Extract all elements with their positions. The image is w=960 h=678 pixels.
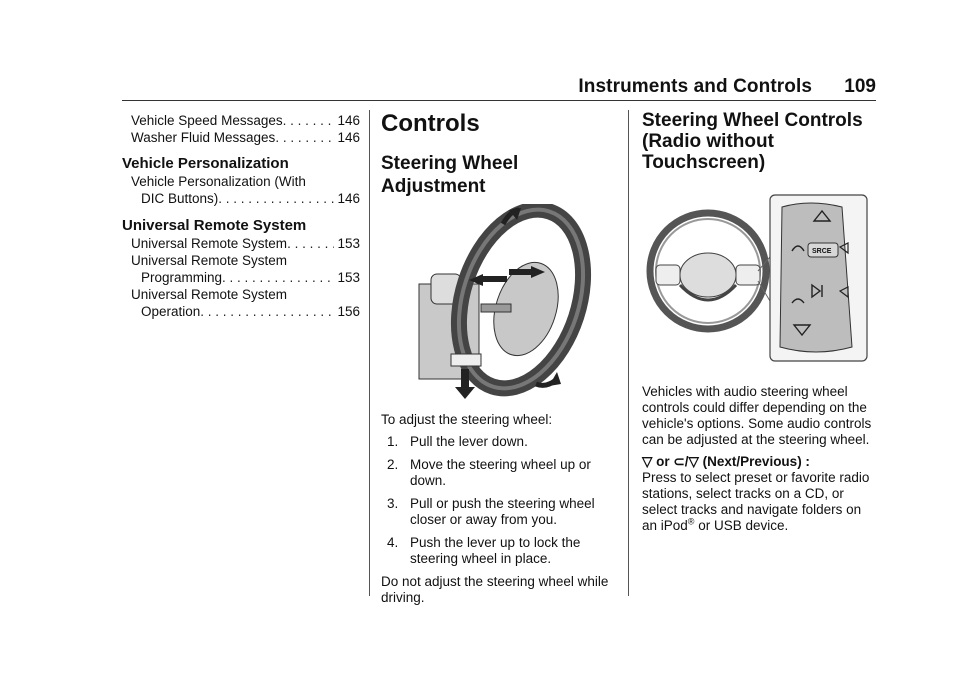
warning-text: Do not adjust the steering wheel while driving.	[381, 574, 609, 605]
toc-item[interactable]: Universal Remote System	[131, 287, 288, 302]
seek-icon: ⊂	[673, 454, 685, 469]
swc-title-line3: Touchscreen)	[642, 152, 766, 173]
subsection-title-line2: Adjustment	[381, 176, 486, 197]
header-title: Instruments and Controls	[578, 76, 812, 97]
step-item: 2. Move the steering wheel up or down.	[402, 457, 616, 489]
toc-section-heading: Universal Remote System	[122, 217, 307, 234]
down-triangle-icon: ▽	[688, 454, 699, 469]
toc-item[interactable]: Vehicle Speed Messages . . . 146	[122, 112, 360, 129]
toc-section-heading: Vehicle Personalization	[122, 155, 289, 172]
toc-item[interactable]: Vehicle Personalization (With	[131, 174, 306, 189]
swc-title-line1: Steering Wheel Controls	[642, 110, 863, 131]
toc-item[interactable]: Washer Fluid Messages . . . 146	[122, 129, 360, 146]
subsection-title-line1: Steering Wheel	[381, 153, 519, 174]
toc-item-continued[interactable]: Operation . . . 156	[122, 303, 360, 320]
toc-item[interactable]: Universal Remote System	[131, 253, 288, 268]
intro-text: To adjust the steering wheel:	[381, 412, 553, 427]
toc-item[interactable]: Universal Remote System . . . 153	[122, 235, 360, 252]
section-title: Controls	[381, 110, 480, 137]
swc-title-line2: (Radio without	[642, 131, 774, 152]
page-number: 109	[844, 76, 876, 97]
next-previous-description: Press to select preset or favorite radio stations, select tracks on a CD, or select tracks and navigate folders on an iPod® or USB device.	[642, 470, 870, 533]
star-up-icon: ▽	[642, 454, 653, 469]
controls-column	[381, 110, 616, 606]
toc-column	[122, 112, 360, 320]
source-button-label: SRCE	[812, 248, 832, 255]
step-item: 4. Push the lever up to lock the steering wheel in place.	[402, 535, 616, 567]
toc-item-continued[interactable]: DIC Buttons) . . . 146	[122, 190, 360, 207]
column-divider-2	[628, 110, 629, 596]
toc-item-continued[interactable]: Programming . . . 153	[122, 269, 360, 286]
column-divider-1	[369, 110, 370, 596]
step-item: 1. Pull the lever down.	[402, 434, 616, 450]
swc-column	[642, 110, 874, 534]
step-item: 3. Pull or push the steering wheel closer or away from you.	[402, 496, 616, 528]
header-rule	[122, 100, 876, 101]
next-previous-control: ▽ or ⊂/▽ (Next/Previous) :	[642, 454, 810, 469]
adjustment-steps	[381, 434, 616, 567]
steering-wheel-adjustment-illustration	[381, 204, 616, 404]
swc-description: Vehicles with audio steering wheel controls could differ depending on the vehicle's options. Some audio controls can be adjusted at the steering wheel.	[642, 384, 872, 447]
steering-wheel-controls-illustration	[642, 191, 874, 366]
